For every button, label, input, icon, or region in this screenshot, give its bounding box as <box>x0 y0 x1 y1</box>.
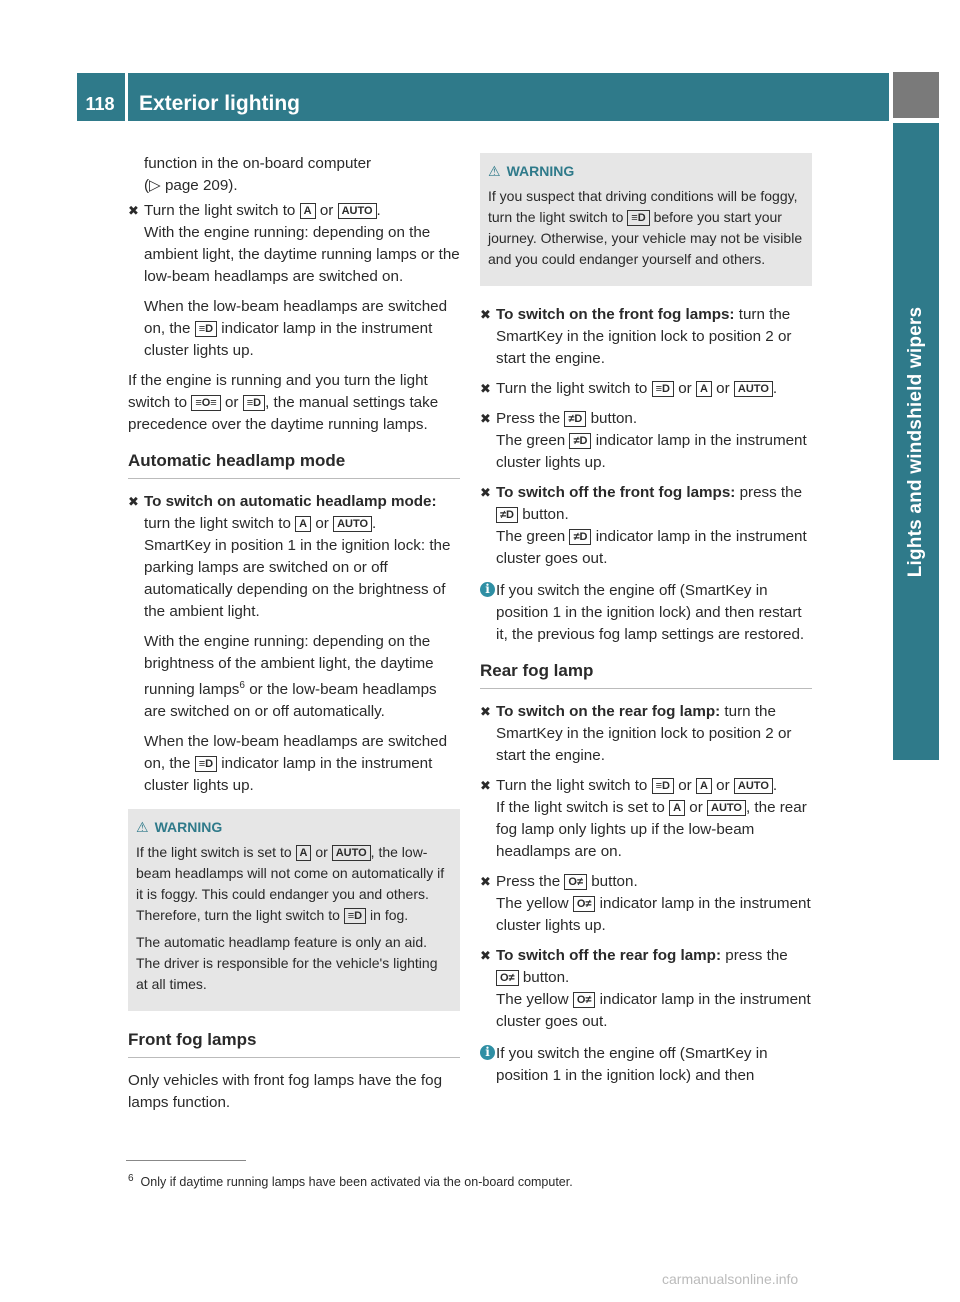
paragraph: If the engine is running and you turn the light switch to ≡O≡ or ≡D , the manual settings take precedence over the daytime running lamps. <box>128 372 439 433</box>
low-beam-icon: ≡D <box>195 321 217 337</box>
watermark: carmanualsonline.info <box>662 1271 799 1287</box>
step-arrow-icon: ✖ <box>480 948 491 963</box>
step-item: ✖ Turn the light switch to ≡D or A or AUTO . If the light switch is set to A or AUTO , the rear fog lamp only lights up if the low-beam headlamps are on. <box>480 777 807 860</box>
step-arrow-icon: ✖ <box>128 494 139 509</box>
low-beam-icon: ≡D <box>652 381 674 397</box>
page-number: 118 <box>85 94 115 114</box>
info-note: i If you switch the engine off (SmartKey in position 1 in the ignition lock) and then <box>480 1043 812 1087</box>
step-item: ✖ To switch on the rear fog lamp: turn the SmartKey in the ignition lock to position 2 or start the engine. <box>480 703 792 764</box>
step-arrow-icon: ✖ <box>480 381 491 396</box>
low-beam-icon: ≡D <box>627 210 649 226</box>
step-item: ✖ To switch off the front fog lamps: press the ≠D button. The green ≠D indicator lamp in the instrument cluster goes out. <box>480 484 807 567</box>
left-column <box>128 153 460 1117</box>
auto-icon: AUTO <box>338 203 377 219</box>
low-beam-icon: ≡D <box>195 756 217 772</box>
page-title: Exterior lighting <box>139 92 301 115</box>
parking-lamp-icon: A <box>295 516 311 532</box>
rear-fog-icon: O≠ <box>564 874 587 890</box>
parking-lamp-icon: A <box>696 381 712 397</box>
page-header <box>77 73 889 121</box>
rear-fog-icon: O≠ <box>573 896 596 912</box>
auto-icon: AUTO <box>734 778 773 794</box>
warning-box: ⚠ WARNING If the light switch is set to A or AUTO , the low-beam headlamps will not come on automatically if it is foggy. This could endanger you and others. Therefore, turn the light switch to ≡D in fog. The automatic headlamp feature is only an aid. The driver is responsible for the vehicle's lighting at all times. <box>128 809 460 1011</box>
chapter-tab-label: Lights and windshield wipers <box>905 306 926 577</box>
chapter-tab <box>893 123 939 760</box>
section-heading: Front fog lamps <box>128 1029 460 1058</box>
intro-text: function in the on-board computer (▷ page 209). <box>144 155 372 194</box>
step-arrow-icon: ✖ <box>480 704 491 719</box>
step-item: ✖ Turn the light switch to A or AUTO . With the engine running: depending on the ambient light, the daytime running lamps or the low-beam headlamps are switched on. When the low-beam headlamps are switched on, the ≡D indicator lamp in the instrument cluster lights up. <box>128 202 460 359</box>
step-item: ✖ Press the O≠ button. The yellow O≠ indicator lamp in the instrument cluster lights up. <box>480 873 811 934</box>
step-arrow-icon: ✖ <box>480 485 491 500</box>
rear-fog-icon: O≠ <box>573 992 596 1008</box>
paragraph: Only vehicles with front fog lamps have the fog lamps function. <box>128 1072 443 1112</box>
parking-lamp-icon: A <box>296 845 312 861</box>
info-icon: i <box>480 582 495 597</box>
rear-fog-icon: O≠ <box>496 970 519 986</box>
right-column <box>480 153 812 1093</box>
front-fog-icon: ≠D <box>569 529 591 545</box>
step-item: ✖ To switch on the front fog lamps: turn the SmartKey in the ignition lock to position 2 or start the engine. <box>480 306 792 367</box>
auto-icon: AUTO <box>333 516 372 532</box>
low-beam-icon: ≡D <box>652 778 674 794</box>
low-beam-icon: ≡D <box>344 908 366 924</box>
footnote <box>128 1168 573 1193</box>
step-arrow-icon: ✖ <box>480 778 491 793</box>
step-item: ✖ To switch off the rear fog lamp: press the O≠ button. The yellow O≠ indicator lamp in the instrument cluster goes out. <box>480 947 811 1030</box>
auto-icon: AUTO <box>332 845 371 861</box>
low-beam-icon: ≡D <box>243 395 265 411</box>
front-fog-icon: ≠D <box>496 507 518 523</box>
parking-lamp-icon: A <box>696 778 712 794</box>
side-lamp-icon: ≡O≡ <box>191 395 220 411</box>
step-item: ✖ Turn the light switch to ≡D or A or AUTO . <box>480 378 812 400</box>
info-icon: i <box>480 1045 495 1060</box>
parking-lamp-icon: A <box>669 800 685 816</box>
info-note: i If you switch the engine off (SmartKey in position 1 in the ignition lock) and then restart it, the previous fog lamp settings are restored. <box>480 580 812 646</box>
step-item: ✖ To switch on automatic headlamp mode: turn the light switch to A or AUTO . SmartKey in position 1 in the ignition lock: the parking lamps are switched on or off automatically depending on the brightness of the ambient light. With the engine running: depending on the brightness of the ambient light, the daytime running lamps$^6$ or the low-beam headlamps are switched on or off automatically. When the low-beam headlamps are switched on, the ≡D indicator lamp in the instrument cluster lights up. <box>128 493 451 795</box>
parking-lamp-icon: A <box>300 203 316 219</box>
step-arrow-icon: ✖ <box>480 874 491 889</box>
auto-icon: AUTO <box>734 381 773 397</box>
warning-icon: ⚠ <box>488 163 501 179</box>
section-heading: Rear fog lamp <box>480 660 812 689</box>
warning-icon: ⚠ <box>136 819 149 836</box>
footnote-rule <box>126 1160 246 1161</box>
header-separator <box>125 73 128 121</box>
step-arrow-icon: ✖ <box>128 203 139 218</box>
footnote-number: 6 <box>128 1173 134 1184</box>
warning-box: ⚠ WARNING If you suspect that driving conditions will be foggy, turn the light switch to ≡D before you start your journey. Otherwise, your vehicle may not be visible and you could endanger yourself and others. <box>480 153 812 286</box>
section-heading: Automatic headlamp mode <box>128 450 460 479</box>
step-arrow-icon: ✖ <box>480 307 491 322</box>
step-arrow-icon: ✖ <box>480 411 491 426</box>
auto-icon: AUTO <box>707 800 746 816</box>
front-fog-icon: ≠D <box>569 433 591 449</box>
side-square-marker <box>893 72 939 118</box>
footnote-text: Only if daytime running lamps have been activated via the on-board computer. <box>140 1175 573 1190</box>
front-fog-icon: ≠D <box>564 411 586 427</box>
step-item: ✖ Press the ≠D button. The green ≠D indicator lamp in the instrument cluster lights up. <box>480 410 807 471</box>
